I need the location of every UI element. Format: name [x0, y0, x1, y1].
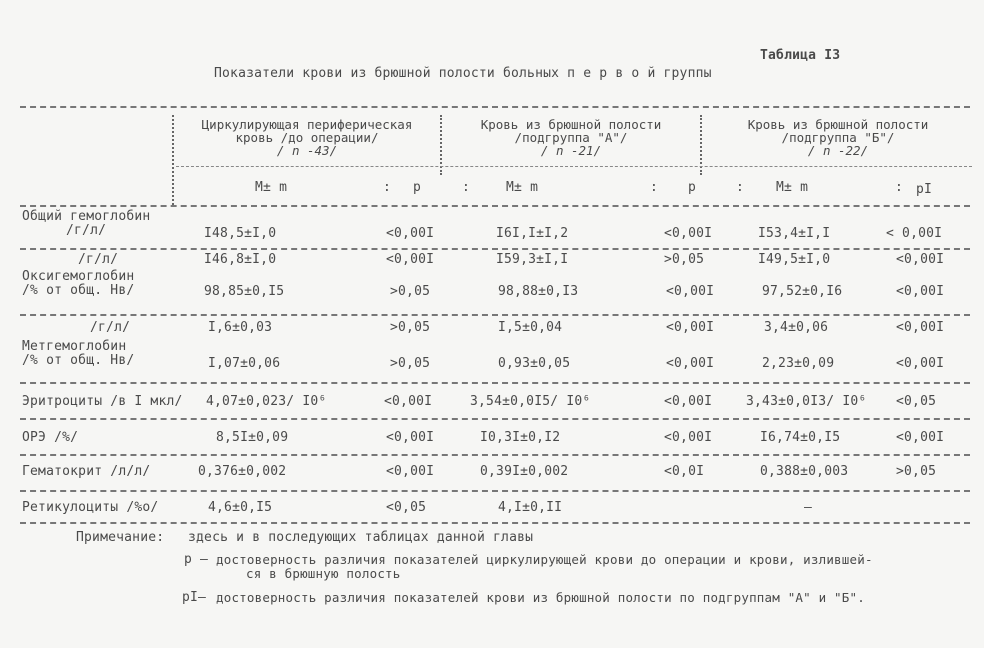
cell-m3: – [804, 500, 813, 515]
row-label-line1: Метгемоглобин [22, 339, 127, 354]
row-label-line2: /г/л/ [66, 223, 107, 238]
row-label [22, 210, 150, 238]
cell-m1: I46,8±I,0 [204, 252, 277, 267]
group3-line2: /подгруппа "Б"/ [781, 130, 895, 145]
row-separator [20, 418, 970, 420]
header-bottom-border [20, 205, 970, 207]
subheader-colon-4: : [736, 180, 745, 195]
cell-m3: 0,388±0,003 [760, 464, 849, 479]
cell-m3: 97,52±0,I6 [762, 284, 843, 299]
group2-header [444, 118, 698, 157]
cell-p: <0,00I [386, 226, 435, 241]
table-bottom-border [20, 522, 970, 524]
subheader-colon-3: : [650, 180, 659, 195]
row-label: ОРЭ /%/ [22, 430, 79, 445]
cell-p: <0,00I [666, 356, 715, 371]
cell-p1: <0,05 [896, 394, 937, 409]
cell-p: >0,05 [664, 252, 705, 267]
cell-m3: I53,4±I,I [758, 226, 831, 241]
cell-m2: 0,39I±0,002 [480, 464, 569, 479]
cell-m3: 2,23±0,09 [762, 356, 835, 371]
table-top-border [20, 106, 970, 108]
row-label [22, 270, 134, 298]
subheader-p1: pI [916, 182, 933, 197]
group1-line1: Циркулирующая периферическая [201, 117, 413, 132]
cell-p: <0,00I [666, 320, 715, 335]
cell-m3: 3,4±0,06 [764, 320, 829, 335]
group2-line1: Кровь из брюшной полости [480, 117, 662, 132]
cell-m1: 0,376±0,002 [198, 464, 287, 479]
group3-header [704, 118, 972, 157]
cell-m1: I48,5±I,0 [204, 226, 277, 241]
cell-m1: I,07±0,06 [208, 356, 281, 371]
cell-m1: 4,6±0,I5 [208, 500, 273, 515]
cell-m2: I59,3±I,I [496, 252, 569, 267]
note-p-text2: ся в брюшную полость [246, 566, 401, 581]
cell-p: <0,0I [664, 464, 705, 479]
cell-p: >0,05 [390, 284, 431, 299]
row-label: /г/л/ [78, 252, 119, 267]
group3-line3: / n -22/ [807, 143, 869, 158]
group1-line2: кровь /до операции/ [235, 130, 379, 145]
cell-m3: 3,43±0,0I3/ I0⁶ [746, 394, 867, 409]
note-p1-text: достоверность различия показателей крови из брюшной полости по подгруппам "А" и "Б". [216, 590, 865, 605]
cell-m3: I6,74±0,I5 [760, 430, 841, 445]
subheader-mm-3: M± m [776, 180, 809, 195]
note-label: Примечание: [76, 530, 165, 545]
cell-p: <0,05 [386, 500, 427, 515]
header-divider-1 [172, 115, 174, 205]
group3-line1: Кровь из брюшной полости [747, 117, 929, 132]
group1-header [176, 118, 438, 157]
subheader-separator [176, 166, 972, 167]
row-label: Гематокрит /л/л/ [22, 464, 151, 479]
row-label-line1: Оксигемоглобин [22, 269, 135, 284]
subheader-p-b: p [688, 180, 697, 195]
note-intro: здесь и в последующих таблицах данной главы [188, 530, 534, 545]
row-separator [20, 382, 970, 384]
subheader-p-a: p [413, 180, 422, 195]
cell-p: <0,00I [666, 284, 715, 299]
note-p1-key: pI– [182, 590, 207, 605]
note-p-key: p – [184, 552, 209, 567]
group2-line3: / n -21/ [540, 143, 602, 158]
cell-m2: 3,54±0,0I5/ I0⁶ [470, 394, 591, 409]
cell-m3: I49,5±I,0 [758, 252, 831, 267]
cell-p1: < 0,00I [886, 226, 943, 241]
cell-m1: 8,5I±0,09 [216, 430, 289, 445]
group1-line3: / n -43/ [276, 143, 338, 158]
row-label [22, 340, 134, 368]
row-label-line1: Общий гемоглобин [22, 209, 151, 224]
row-label: /г/л/ [90, 320, 131, 335]
row-separator [20, 454, 970, 456]
subheader-colon-5: : [895, 180, 904, 195]
row-label-line2: /% от общ. Нв/ [22, 353, 135, 368]
cell-m2: 0,93±0,05 [498, 356, 571, 371]
cell-m2: I0,3I±0,I2 [480, 430, 561, 445]
cell-p1: >0,05 [896, 464, 937, 479]
row-label-line2: /% от общ. Нв/ [22, 283, 135, 298]
cell-p: <0,00I [664, 394, 713, 409]
cell-p: <0,00I [386, 464, 435, 479]
subheader-colon-1: : [383, 180, 392, 195]
cell-p: <0,00I [384, 394, 433, 409]
cell-p: >0,05 [390, 320, 431, 335]
cell-p: <0,00I [664, 226, 713, 241]
row-separator [20, 248, 970, 250]
cell-m2: 98,88±0,I3 [498, 284, 579, 299]
cell-p: >0,05 [390, 356, 431, 371]
row-separator [20, 490, 970, 492]
row-label: Эритроциты /в I мкл/ [22, 394, 183, 409]
cell-p: <0,00I [664, 430, 713, 445]
row-separator [20, 314, 970, 316]
table-label: Таблица I3 [760, 48, 841, 63]
cell-p1: <0,00I [896, 320, 945, 335]
cell-m1: I,6±0,03 [208, 320, 273, 335]
cell-p1: <0,00I [896, 284, 945, 299]
cell-p1: <0,00I [896, 430, 945, 445]
cell-m2: I,5±0,04 [498, 320, 563, 335]
cell-m2: I6I,I±I,2 [496, 226, 569, 241]
cell-m1: 98,85±0,I5 [204, 284, 285, 299]
group2-line2: /подгруппа "А"/ [514, 130, 628, 145]
subheader-mm-1: M± m [255, 180, 288, 195]
subheader-colon-2: : [462, 180, 471, 195]
cell-p1: <0,00I [896, 356, 945, 371]
cell-m2: 4,I±0,II [498, 500, 563, 515]
note-p-text1: достоверность различия показателей циркулирующей крови до операции и крови, излившей- [216, 552, 873, 567]
subheader-mm-2: M± m [506, 180, 539, 195]
cell-m1: 4,07±0,023/ I0⁶ [206, 394, 327, 409]
cell-p: <0,00I [386, 252, 435, 267]
cell-p1: <0,00I [896, 252, 945, 267]
cell-p: <0,00I [386, 430, 435, 445]
table-title: Показатели крови из брюшной полости больных п е р в о й группы [214, 66, 712, 81]
row-label: Ретикулоциты /%о/ [22, 500, 159, 515]
